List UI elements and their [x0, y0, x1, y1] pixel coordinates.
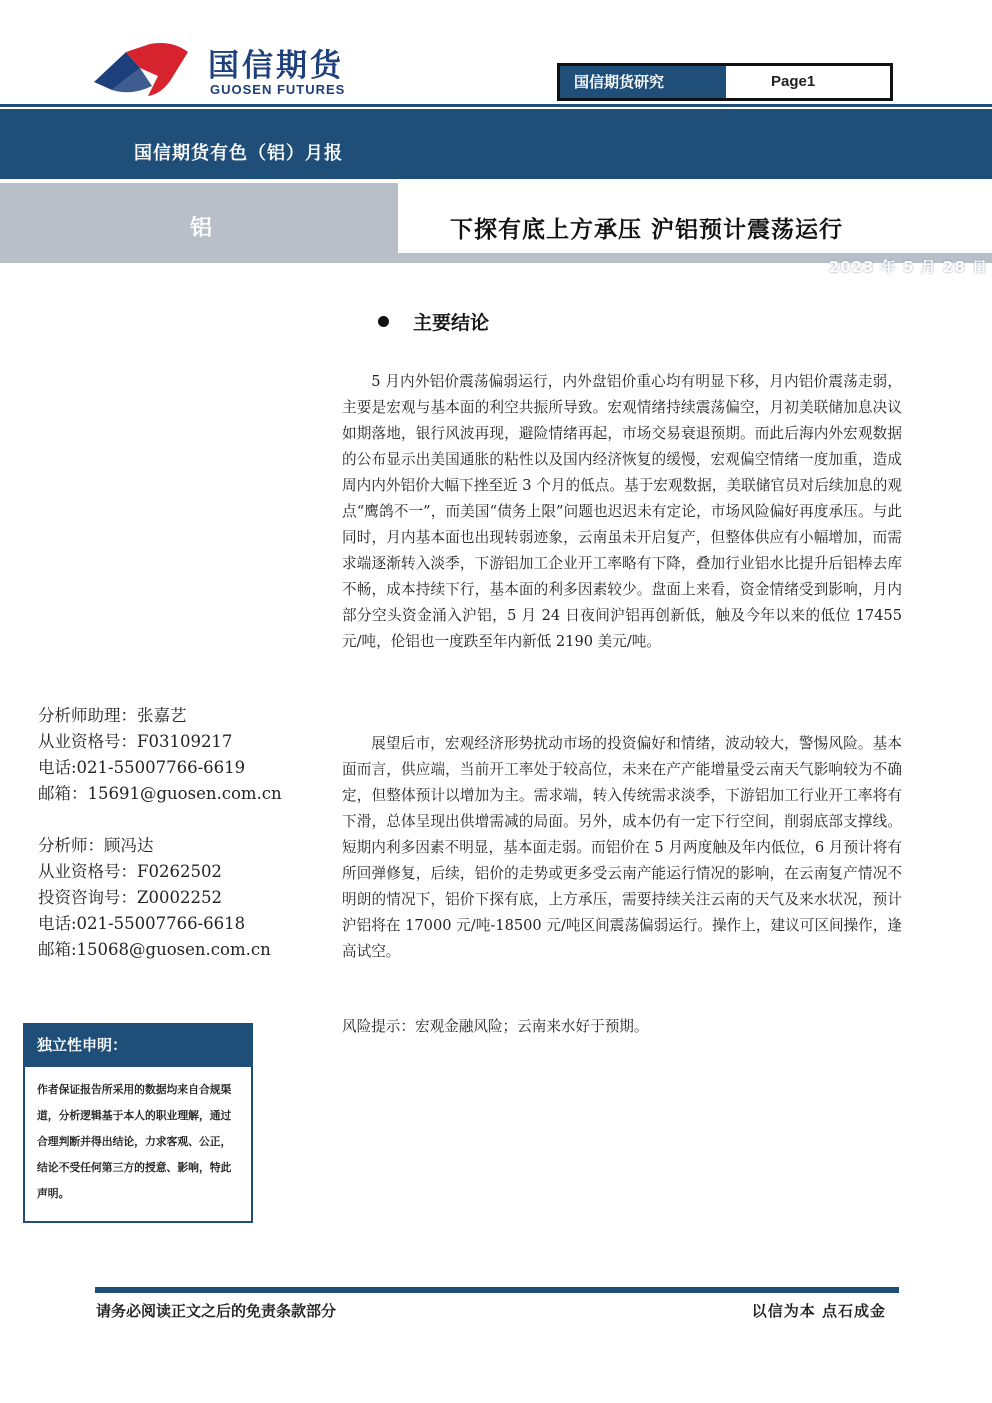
company-logo: [92, 38, 362, 100]
report-type-band: [0, 109, 992, 179]
paragraph-text: 5 月内外铝价震荡偏弱运行，内外盘铝价重心均有明显下移，月内铝价震荡走弱，主要是宏观与基本面的利空共振所导致。宏观情绪持续震荡偏空，月初美联储加息决议如期落地，银行风波再现，避险情绪再起，市场交易衰退预期。而此后海内外宏观数据的公布显示出美国通胀的粘性以及国内经济恢复的缓慢，宏观偏空情绪一度加重，造成周内内外铝价大幅下挫至近 3 个月的低点。基于宏观数据，美联储官员对后续加息的观点“鹰鸽不一”，而美国“债务上限”问题也迟迟未有定论，市场风险偏好再度承压。与此同时，月内基本面也出现转弱迹象，云南虽未开启复产，但整体供应有小幅增加，而需求端逐渐转入淡季，下游铝加工企业开工率略有下降，叠加行业铝水比提升后铝棒去库不畅，成本持续下行，基本面的利多因素较少。盘面上来看，资金情绪受到影响，月内部分空头资金涌入沪铝，5 月 24 日夜间沪铝再创新低，触及今年以来的低位 17455 元/吨，伦铝也一度跌至年内新低 2190 美元/吨。: [342, 373, 902, 650]
section-title: 主要结论: [413, 312, 490, 334]
analyst-email: 邮箱:15068@guosen.com.cn: [38, 940, 271, 959]
header-divider: [0, 104, 992, 107]
risk-warning: [342, 1014, 902, 1040]
independence-declaration: [23, 1023, 253, 1223]
conclusion-paragraph-2: [342, 731, 902, 965]
footer-disclaimer: 请务必阅读正文之后的免责条款部分: [96, 1302, 337, 1320]
footer-slogan: 以信为本 点石成金: [751, 1302, 886, 1320]
assistant-cert: 从业资格号：F03109217: [38, 732, 233, 751]
declaration-title: 独立性申明：: [25, 1025, 251, 1067]
category-label: 铝: [190, 216, 213, 241]
logo-text-en: GUOSEN FUTURES: [210, 82, 346, 97]
bullet-icon: [378, 316, 389, 327]
headline-panel: [398, 183, 992, 253]
analyst-name: 分析师：顾冯达: [38, 836, 154, 855]
logo-text-cn: 国信期货: [208, 48, 344, 84]
risk-text: 风险提示：宏观金融风险；云南来水好于预期。: [342, 1018, 649, 1035]
assistant-email: 邮箱：15691@guosen.com.cn: [38, 784, 282, 803]
research-dept-label: 国信期货研究: [560, 66, 726, 98]
assistant-name: 分析师助理：张嘉艺: [38, 706, 187, 725]
footer-divider: [95, 1287, 899, 1293]
conclusion-paragraph-1: [342, 369, 902, 655]
page-number: Page1: [771, 73, 816, 90]
report-type-title: 国信期货有色（铝）月报: [134, 143, 343, 164]
analyst-assistant-info: [38, 703, 282, 807]
header-tag: [557, 63, 893, 101]
analyst-advisor-id: 投资咨询号：Z0002252: [38, 888, 222, 907]
analyst-cert: 从业资格号：F0262502: [38, 862, 222, 881]
declaration-body: 作者保证报告所采用的数据均来自合规渠道，分析逻辑基于本人的职业理解，通过合理判断并得出结论，力求客观、公正，结论不受任何第三方的授意、影响，特此声明。: [37, 1083, 232, 1200]
section-heading: [378, 308, 489, 335]
analyst-phone: 电话:021-55007766-6618: [38, 914, 246, 933]
analyst-info: [38, 833, 271, 963]
report-date: 2023 年 5 月 28 日: [828, 258, 988, 276]
category-panel: [0, 183, 398, 263]
paragraph-text: 展望后市，宏观经济形势扰动市场的投资偏好和情绪，波动较大，警惕风险。基本面而言，供应端，当前开工率处于较高位，未来在产产能增量受云南天气影响较为不确定，但整体预计以增加为主。需求端，转入传统需求淡季，下游铝加工行业开工率将有下滑，总体呈现出供增需减的局面。另外，成本仍有一定下行空间，削弱底部支撑线。短期内利多因素不明显，基本面走弱。而铝价在 5 月两度触及年内低位，6 月预计将有所回弹修复，后续，铝价的走势或更多受云南产能运行情况的影响，在云南复产情况不明朗的情况下，铝价下探有底，上方承压，需要持续关注云南的天气及来水状况，预计沪铝将在 17000 元/吨-18500 元/吨区间震荡偏弱运行。操作上，建议可区间操作，逢高试空。: [342, 735, 902, 960]
assistant-phone: 电话:021-55007766-6619: [38, 758, 246, 777]
logo-mark-icon: [92, 38, 202, 100]
headline-title: 下探有底上方承压 沪铝预计震荡运行: [450, 217, 844, 243]
